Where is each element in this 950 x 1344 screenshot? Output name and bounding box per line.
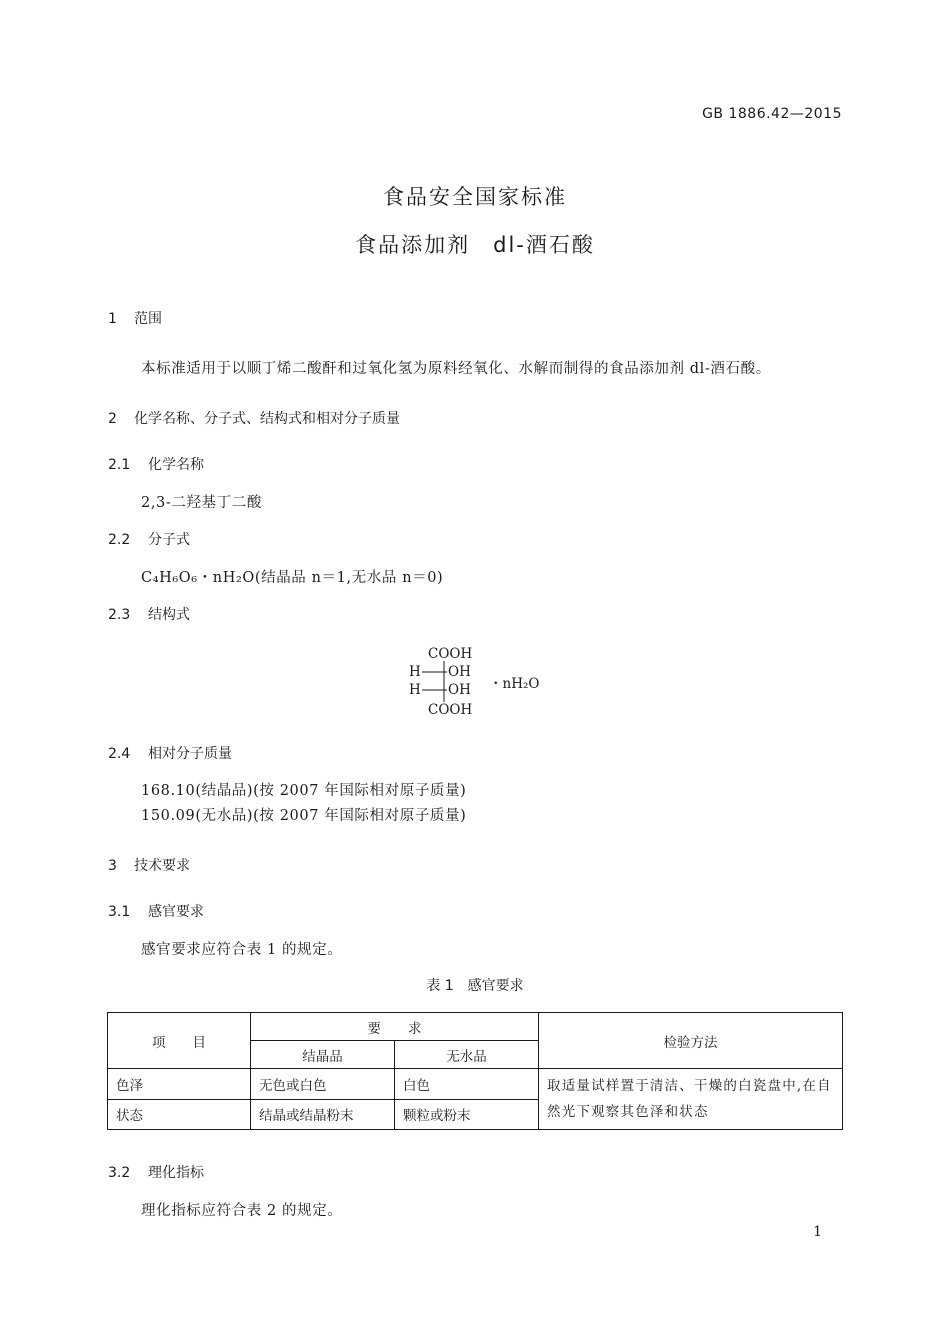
method-cell: 取适量试样置于清洁、干燥的白瓷盘中,在自然光下观察其色泽和状态 (539, 1069, 843, 1130)
row-anhydrous: 白色 (395, 1069, 539, 1100)
section-number: 3 (108, 858, 117, 874)
structure-row2-left: H (409, 682, 421, 698)
section-1-heading (108, 308, 162, 328)
chemical-name: 2,3-二羟基丁二酸 (141, 495, 262, 511)
document-subtitle: 食品添加剂 dl-酒石酸 (355, 233, 595, 257)
section-title: 理化指标 (148, 1165, 204, 1181)
section-number: 2.3 (108, 607, 131, 623)
section-2-heading (108, 408, 400, 428)
section-3-2-heading (108, 1162, 204, 1182)
section-title: 感官要求 (148, 904, 204, 920)
section-title: 相对分子质量 (148, 746, 232, 762)
section-number: 2.4 (108, 746, 131, 762)
row-crystal: 无色或白色 (251, 1069, 395, 1100)
table-row (108, 1069, 843, 1100)
section-title: 结构式 (148, 607, 190, 623)
sensory-requirements-table (107, 1012, 843, 1130)
row-item: 状态 (108, 1099, 251, 1130)
row-anhydrous: 颗粒或粉末 (395, 1099, 539, 1130)
structure-row2-right: OH (448, 682, 471, 698)
molecular-mass-anhydrous: 150.09(无水品)(按 2007 年国际相对原子质量) (141, 808, 467, 824)
section-3-1-heading (108, 901, 204, 921)
section-2-3-heading (108, 604, 190, 624)
row-item: 色泽 (108, 1069, 251, 1100)
section-number: 3.2 (108, 1165, 131, 1181)
table-header-row (108, 1013, 843, 1041)
header-method: 检验方法 (539, 1013, 843, 1069)
row-crystal: 结晶或结晶粉末 (251, 1099, 395, 1130)
section-title: 化学名称、分子式、结构式和相对分子质量 (134, 411, 400, 427)
section-2-2-heading (108, 529, 190, 549)
document-title: 食品安全国家标准 (383, 185, 567, 209)
structure-bottom-group: COOH (428, 702, 473, 718)
standard-number: GB 1886.42—2015 (702, 106, 842, 122)
section-3-2-text: 理化指标应符合表 2 的规定。 (141, 1203, 343, 1219)
section-title: 化学名称 (148, 457, 204, 473)
section-title: 技术要求 (134, 858, 190, 874)
section-2-4-heading (108, 743, 232, 763)
structural-formula (405, 644, 545, 720)
molecular-formula: C₄H₆O₆・nH₂O(结晶品 n＝1,无水品 n＝0) (141, 570, 444, 586)
section-number: 2 (108, 411, 117, 427)
table-1-caption: 表 1 感官要求 (426, 978, 524, 994)
section-number: 3.1 (108, 904, 131, 920)
structure-row1-right: OH (448, 664, 471, 680)
structure-top-group: COOH (428, 646, 473, 662)
section-number: 2.1 (108, 457, 131, 473)
section-2-1-heading (108, 454, 204, 474)
structure-row1-left: H (409, 664, 421, 680)
header-requirement: 要 求 (251, 1013, 539, 1041)
section-title: 范围 (134, 311, 162, 327)
section-title: 分子式 (148, 532, 190, 548)
page-number: 1 (813, 1224, 822, 1240)
header-anhydrous: 无水品 (395, 1041, 539, 1069)
section-3-heading (108, 855, 190, 875)
section-1-text: 本标准适用于以顺丁烯二酸酐和过氧化氢为原料经氧化、水解而制得的食品添加剂 dl-酒石酸。 (141, 361, 771, 377)
section-3-1-text: 感官要求应符合表 1 的规定。 (141, 942, 343, 958)
header-crystal: 结晶品 (251, 1041, 395, 1069)
section-number: 1 (108, 311, 117, 327)
section-number: 2.2 (108, 532, 131, 548)
header-item: 项 目 (108, 1013, 251, 1069)
molecular-mass-crystal: 168.10(结晶品)(按 2007 年国际相对原子质量) (141, 783, 467, 799)
structure-hydrate-suffix: ・nH₂O (489, 676, 540, 692)
